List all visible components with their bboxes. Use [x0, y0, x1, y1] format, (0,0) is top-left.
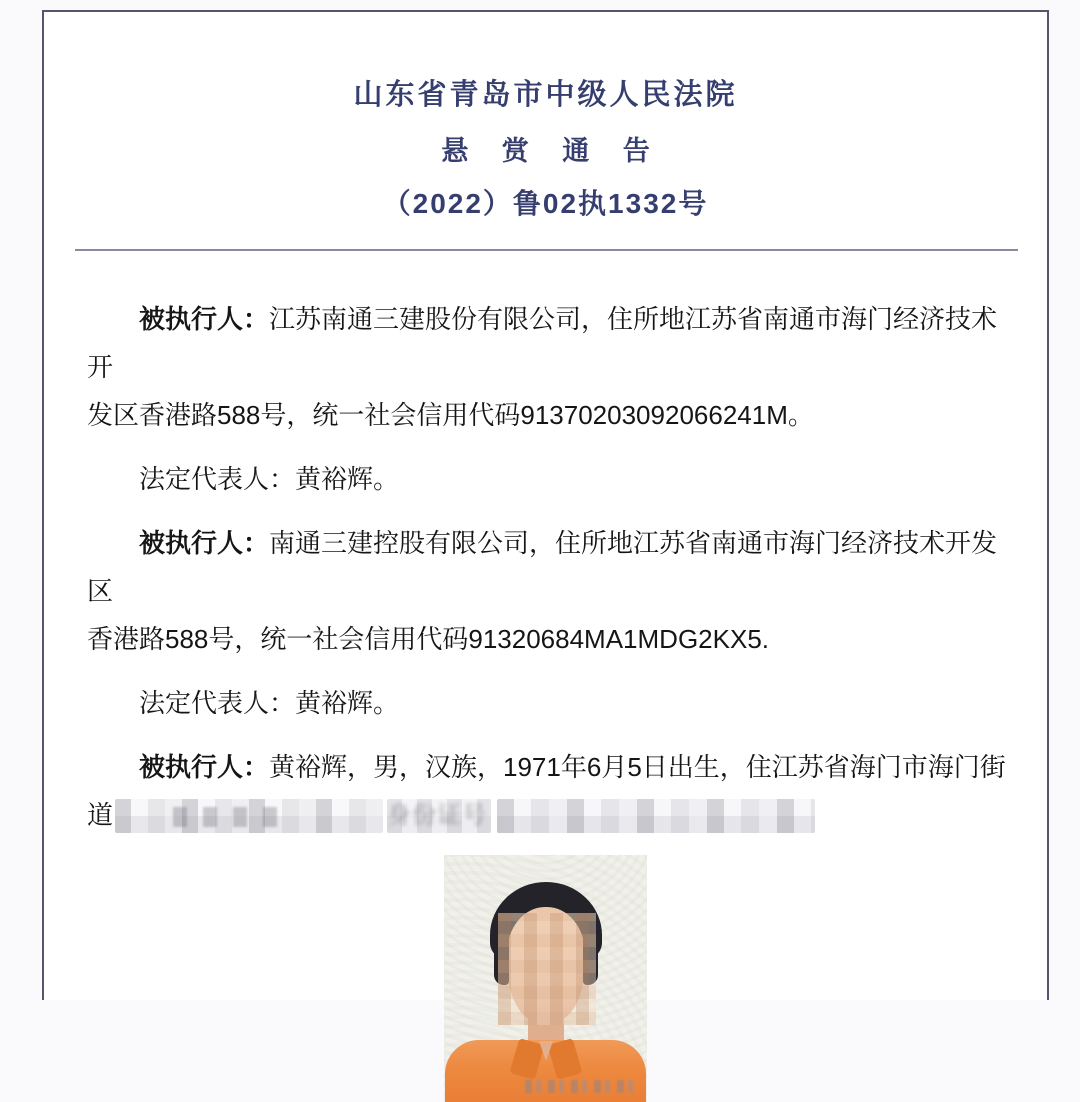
photo-watermark — [525, 1080, 637, 1093]
paragraph-person — [87, 743, 1015, 839]
redacted-id-label-mosaic — [387, 799, 491, 833]
notice-frame — [42, 10, 1049, 1000]
paragraph-line: 法定代表人：黄裕辉。 — [139, 688, 400, 718]
case-number: （2022）鲁02执1332号 — [382, 188, 709, 219]
executee-label: 被执行人： — [139, 304, 270, 334]
executee-label: 被执行人： — [139, 752, 270, 782]
id-label-ghost-text: 身份证号 — [387, 802, 488, 829]
paragraph-line: 道 — [87, 800, 114, 830]
paragraph-line: 江苏南通三建股份有限公司，住所地江苏省南通市海门经济技术开 — [87, 304, 998, 382]
paragraph-line: 南通三建控股有限公司，住所地江苏省南通市海门经济技术开发区 — [87, 528, 998, 606]
paragraph-legal-rep-1 — [87, 455, 1015, 503]
paragraph-company-2 — [87, 519, 1015, 663]
paragraph-line: 发区香港路588号，统一社会信用代码91370203092066241M。 — [87, 400, 814, 430]
notice-body — [44, 251, 1047, 839]
executee-label: 被执行人： — [139, 528, 270, 558]
subject-photo — [444, 855, 647, 1102]
paragraph-legal-rep-2 — [87, 679, 1015, 727]
redacted-id-number-mosaic — [497, 799, 815, 833]
photo-face-pixelation — [498, 913, 596, 1025]
court-name: 山东省青岛市中级人民法院 — [353, 79, 738, 111]
paragraph-company-1 — [87, 295, 1015, 439]
redacted-address-mosaic — [115, 799, 383, 833]
paragraph-line: 黄裕辉，男，汉族，1971年6月5日出生，住江苏省海门市海门街 — [269, 752, 1006, 782]
notice-header — [44, 72, 1047, 222]
notice-title: 悬 赏 通 告 — [441, 136, 663, 166]
paragraph-line: 香港路588号，统一社会信用代码91320684MA1MDG2KX5. — [87, 624, 770, 654]
paragraph-line: 法定代表人：黄裕辉。 — [139, 464, 400, 494]
